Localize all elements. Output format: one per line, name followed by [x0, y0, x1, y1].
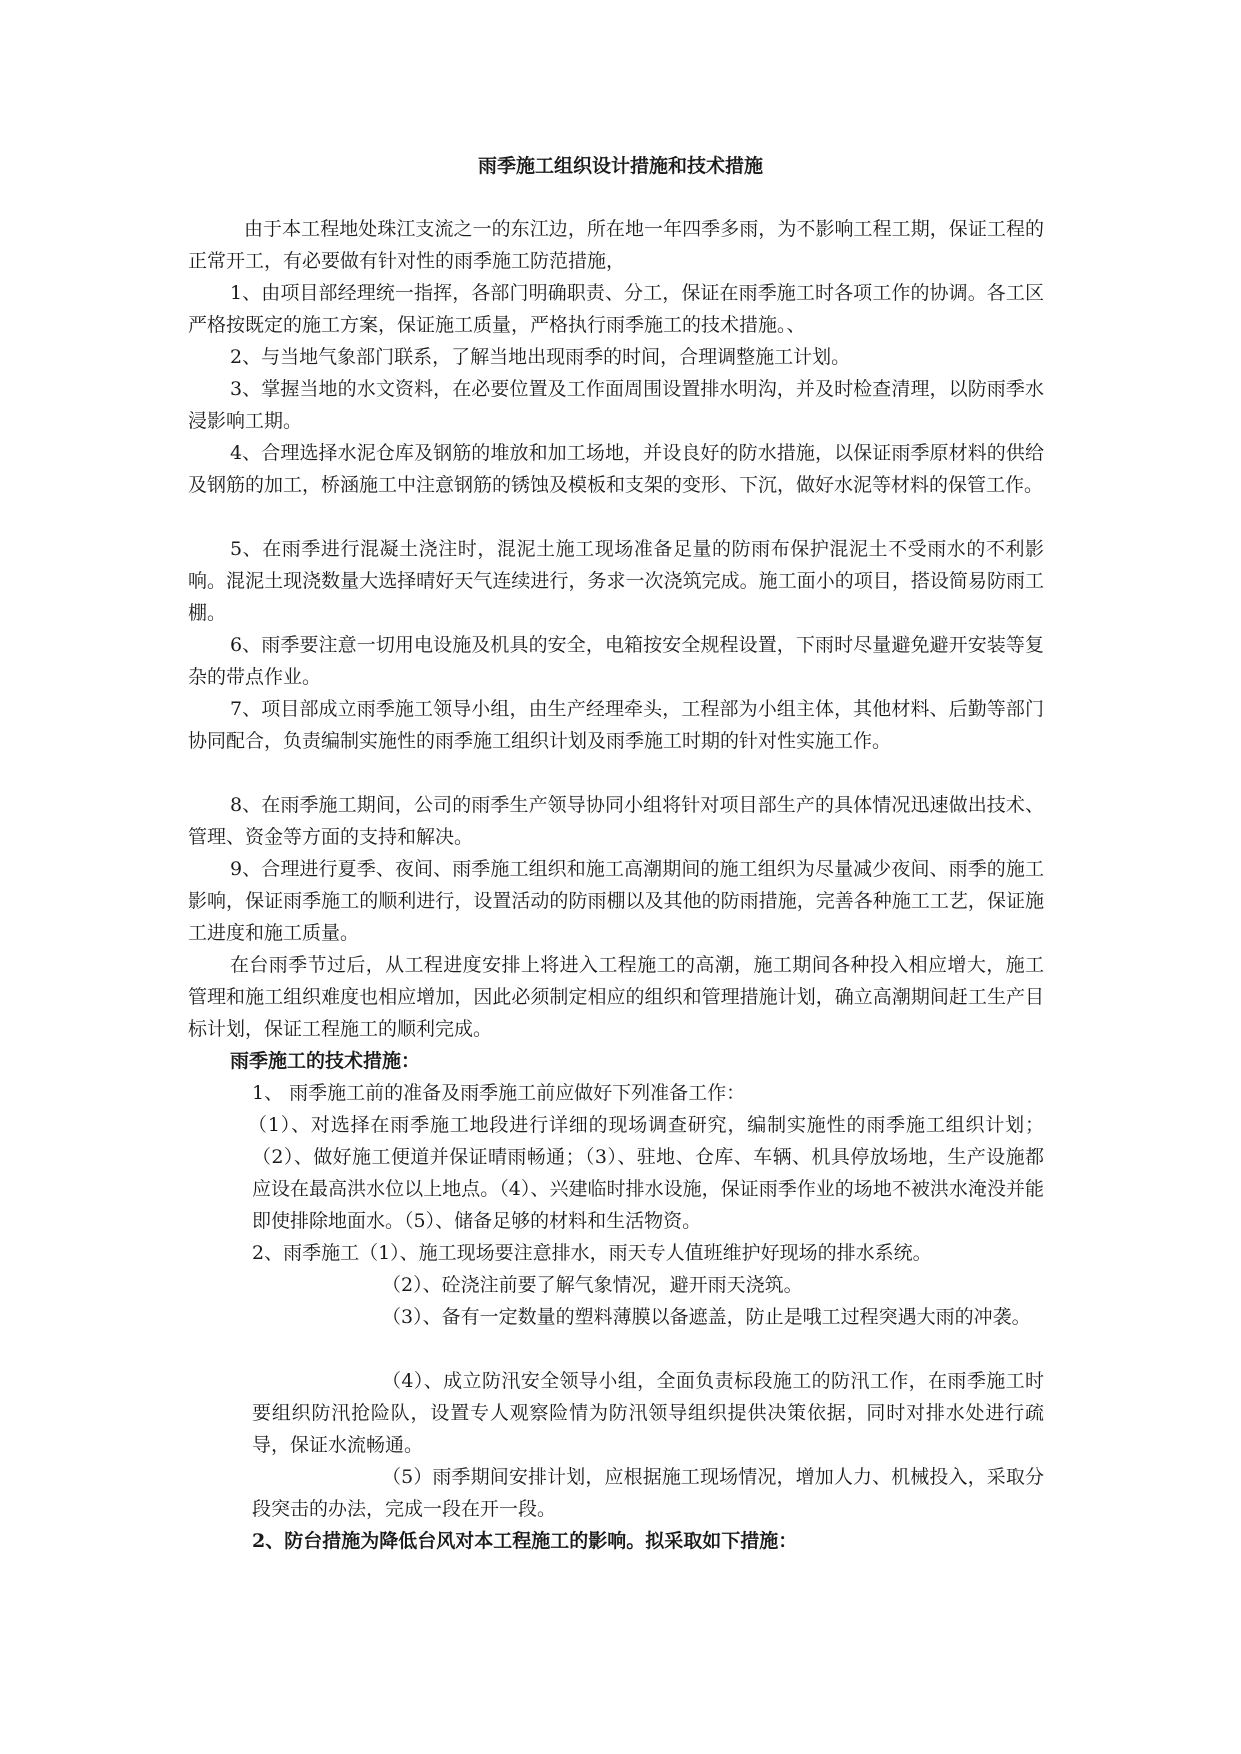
tech-2-sub-4: （4）、成立防汛安全领导小组，全面负责标段施工的防汛工作，在雨季施工时要组织防汛抢险队，设置专人观察险情为防汛领导组织提供决策依据，同时对排水处进行疏导，保证水流畅通。: [252, 1370, 1044, 1456]
intro-paragraph: 由于本工程地处珠江支流之一的东江边，所在地一年四季多雨，为不影响工程工期，保证工程的正常开工，有必要做有针对性的雨季施工防范措施，: [188, 218, 1044, 272]
tech-2-line: 2、雨季施工（1）、施工现场要注意排水，雨天专人值班维护好现场的排水系统。: [252, 1242, 932, 1264]
item-1: 1、由项目部经理统一指挥，各部门明确职责、分工，保证在雨季施工时各项工作的协调。各工区严格按既定的施工方案，保证施工质量，严格执行雨季施工的技术措施。、: [188, 282, 1044, 336]
tech-1-body: （1）、对选择在雨季施工地段进行详细的现场调查研究，编制实施性的雨季施工组织计划；（2）、做好施工便道并保证晴雨畅通；（3）、驻地、仓库、车辆、机具停放场地，生产设施都应设在最高洪水位以上地点。（4）、兴建临时排水设施，保证雨季作业的场地不被洪水淹没并能即使排除地面水。（5）、储备足够的材料和生活物资。: [248, 1114, 1044, 1232]
tech-1-heading: 1、 雨季施工前的准备及雨季施工前应做好下列准备工作：: [252, 1082, 746, 1104]
typhoon-measures-heading: 2、防台措施为降低台风对本工程施工的影响。拟采取如下措施：: [252, 1530, 798, 1552]
item-6: 6、雨季要注意一切用电设施及机具的安全，电箱按安全规程设置，下雨时尽量避免避开安装等复杂的带点作业。: [188, 634, 1044, 688]
item-4: 4、合理选择水泥仓库及钢筋的堆放和加工场地，并设良好的防水措施，以保证雨季原材料的供给及钢筋的加工，桥涵施工中注意钢筋的锈蚀及模板和支架的变形、下沉，做好水泥等材料的保管工作。: [188, 442, 1044, 496]
tech-2-sub-3: （3）、备有一定数量的塑料薄膜以备遮盖，防止是哦工过程突遇大雨的冲袭。: [382, 1306, 1031, 1328]
tech-2-sub-5: （5）雨季期间安排计划，应根据施工现场情况，增加人力、机械投入，采取分段突击的办法，完成一段在开一段。: [252, 1466, 1044, 1520]
item-3: 3、掌握当地的水文资料，在必要位置及工作面周围设置排水明沟，并及时检查清理，以防雨季水浸影响工期。: [188, 378, 1044, 432]
item-5: 5、在雨季进行混凝土浇注时，混泥土施工现场准备足量的防雨布保护混泥土不受雨水的不利影响。混泥土现浇数量大选择晴好天气连续进行，务求一次浇筑完成。施工面小的项目，搭设简易防雨工棚。: [188, 538, 1044, 624]
item-9: 9、合理进行夏季、夜间、雨季施工组织和施工高潮期间的施工组织为尽量减少夜间、雨季的施工影响，保证雨季施工的顺利进行，设置活动的防雨棚以及其他的防雨措施，完善各种施工工艺，保证施工进度和施工质量。: [188, 858, 1044, 944]
tech-2-sub-2: （2）、砼浇注前要了解气象情况，避开雨天浇筑。: [382, 1274, 803, 1296]
tech-measures-heading: 雨季施工的技术措施：: [230, 1050, 421, 1072]
item-8: 8、在雨季施工期间，公司的雨季生产领导协同小组将针对项目部生产的具体情况迅速做出技术、管理、资金等方面的支持和解决。: [188, 794, 1044, 848]
document-title: 雨季施工组织设计措施和技术措施: [477, 155, 763, 177]
item-7: 7、项目部成立雨季施工领导小组，由生产经理牵头，工程部为小组主体，其他材料、后勤等部门协同配合，负责编制实施性的雨季施工组织计划及雨季施工时期的针对性实施工作。: [188, 698, 1044, 752]
item-2: 2、与当地气象部门联系，了解当地出现雨季的时间，合理调整施工计划。: [230, 346, 851, 368]
after-typhoon-paragraph: 在台雨季节过后，从工程进度安排上将进入工程施工的高潮，施工期间各种投入相应增大，施工管理和施工组织难度也相应增加，因此必须制定相应的组织和管理措施计划，确立高潮期间赶工生产目标计划，保证工程施工的顺利完成。: [188, 954, 1044, 1040]
